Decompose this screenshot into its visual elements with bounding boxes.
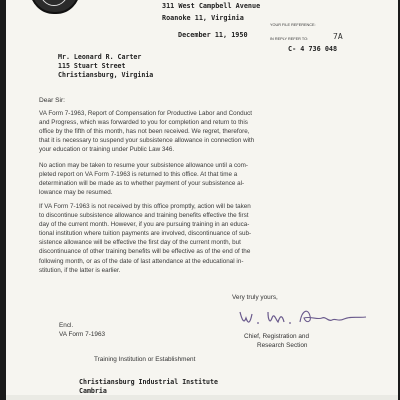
addressee-city: Christiansburg, Virginia [58, 71, 154, 79]
paragraph-line: lowance may be resumed. [39, 189, 113, 197]
paragraph-line: determination will be made as to whether payment of your subsistence al- [39, 180, 245, 188]
paragraph-line: tional institution where tuition payments are involved, discontinuance of sub- [39, 230, 252, 238]
paragraph-line: day of the current month. However, if you are pursuing training in an educa- [39, 221, 250, 229]
letterhead-city: Roanoke 11, Virginia [162, 14, 244, 22]
paragraph-line: VA Form 7-1963, Report of Compensation for Productive Labor and Conduct [39, 110, 253, 117]
paragraph-line: following month, or as of the date of last attendance at the educational in- [39, 257, 244, 265]
enclosure-item: VA Form 7-1963 [59, 331, 106, 338]
paragraph-line: that it is necessary to suspend your subsistence allowance in connection with [39, 137, 255, 145]
closing: Very truly yours, [232, 294, 278, 301]
addressee-name: Mr. Leonard R. Carter [58, 53, 142, 61]
cc-institution: Christiansburg Industrial Institute [79, 378, 218, 386]
letter-page [6, 0, 398, 400]
paragraph-line: stitution, if the latter is earlier. [39, 266, 121, 274]
page-edge [6, 395, 398, 400]
paragraph-line: your education or training under Public Law 346. [39, 146, 175, 154]
paragraph-line: No action may be taken to resume your subsistence allowance until a com- [39, 162, 248, 169]
enclosure-label: Encl. [59, 322, 74, 329]
ref-code-handwritten: 7A [333, 32, 343, 41]
paragraph-line: office by the fifth of this month, has not been received. We regret, therefore, [39, 128, 250, 136]
letterhead-street: 311 West Campbell Avenue [162, 2, 261, 10]
handwritten-signature [234, 306, 374, 330]
paragraph-line: If VA Form 7-1963 is not received by this office promptly, action will be taken [39, 203, 251, 210]
signer-section: Research Section [257, 342, 308, 349]
paragraph-line: and Progress, which was forwarded to you for completion and return to this [39, 119, 248, 127]
letter-date: December 11, 1950 [178, 31, 248, 39]
paragraph-line: pleted report on VA Form 7-1963 is returned to this office. At that time a [39, 171, 238, 179]
signer-title: Chief, Registration and [244, 333, 310, 340]
in-reply-refer-to-label: IN REPLY REFER TO: [270, 37, 309, 41]
paragraph-1 [39, 109, 377, 154]
your-file-reference-label: YOUR FILE REFERENCE: [270, 23, 316, 27]
paragraph-3 [39, 202, 377, 275]
file-number: C- 4 736 048 [288, 45, 338, 53]
paragraph-2 [39, 161, 377, 197]
addressee-street: 115 Stuart Street [58, 62, 126, 70]
cc-city: Cambria [79, 387, 107, 395]
cc-label: Training Institution or Establishment [94, 356, 196, 363]
paragraph-line: discontinuance of other training benefits will be effective as of the end of the [39, 248, 251, 256]
salutation: Dear Sir: [39, 97, 66, 104]
paragraph-line: sistence allowance will be effective the first day of the current month, but [39, 239, 241, 247]
paragraph-line: to discontinue subsistence allowance and training benefits effective the first [39, 212, 249, 220]
va-seal-logo [30, 0, 80, 14]
